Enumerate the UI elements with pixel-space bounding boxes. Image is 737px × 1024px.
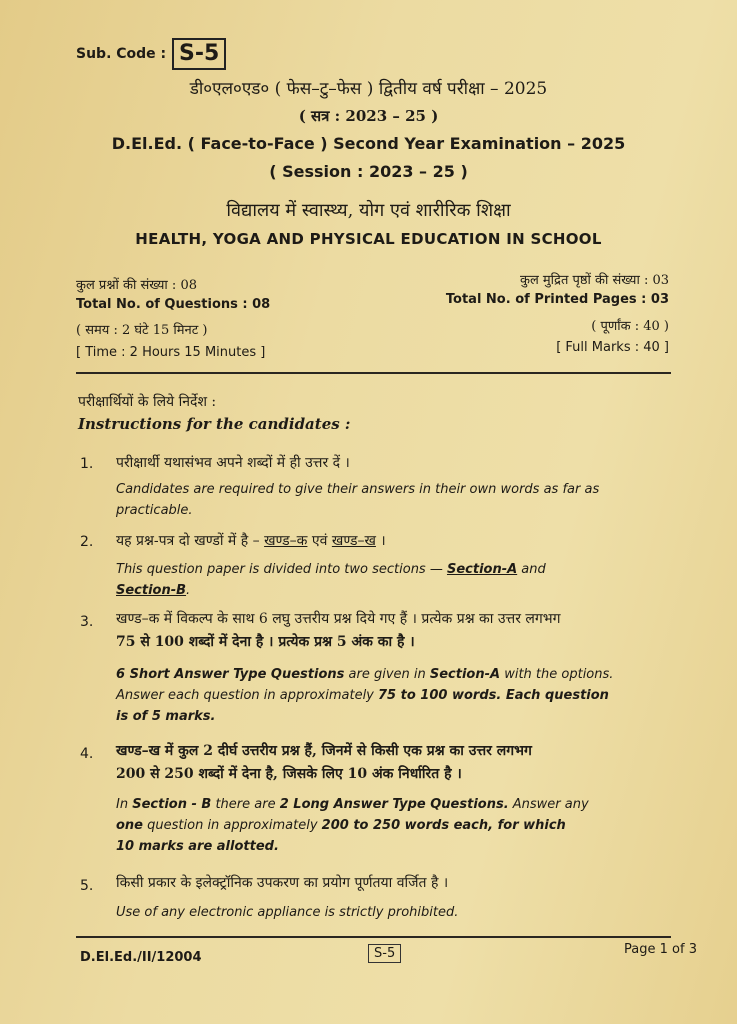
- title-hindi: डी०एल०एड० ( फेस–टु–फेस ) द्वितीय वर्ष परीक्षा – 2025: [189, 79, 548, 99]
- instruction-number: 4.: [80, 746, 94, 762]
- instruction-hindi: [116, 740, 691, 786]
- text-run: question in approximately: [143, 818, 322, 833]
- questions-count-english: Total No. of Questions : 08: [76, 297, 271, 312]
- instructions-heading-english: Instructions for the candidates :: [78, 415, 351, 433]
- text-run: is of 5 marks.: [116, 709, 216, 724]
- text-run: .: [186, 583, 191, 598]
- session-hindi: ( सत्र : 2023 – 25 ): [298, 107, 439, 125]
- instruction-english: [116, 559, 691, 601]
- instruction-hindi: परीक्षार्थी यथासंभव अपने शब्दों में ही उत्तर दें ।: [116, 455, 350, 471]
- text-run: are given in: [344, 667, 430, 682]
- sub-code-label: Sub. Code :: [76, 46, 167, 62]
- instruction-english: Use of any electronic appliance is strictly prohibited.: [116, 905, 459, 920]
- footer-page-number: Page 1 of 3: [624, 942, 697, 957]
- instruction-english: [116, 479, 691, 521]
- text-run: यह प्रश्न-पत्र दो खण्डों में है –: [116, 533, 265, 549]
- text-run: एवं: [307, 533, 332, 549]
- instruction-number: 3.: [80, 614, 94, 630]
- instruction-number: 1.: [80, 456, 94, 472]
- text-run: 6 Short Answer Type Questions: [116, 667, 345, 682]
- time-english: [ Time : 2 Hours 15 Minutes ]: [76, 345, 266, 360]
- instruction-english-line: practicable.: [116, 503, 193, 518]
- section-b-hindi: खण्ड–ख: [331, 533, 376, 549]
- text-run: 75 to 100 words. Each question: [378, 688, 609, 703]
- text-run: Answer each question in approximately: [116, 688, 379, 703]
- text-run: Answer any: [508, 797, 589, 812]
- text-run: 2 Long Answer Type Questions.: [279, 797, 509, 812]
- instruction-number: 5.: [80, 878, 94, 894]
- text-run: one: [116, 818, 144, 833]
- instruction-hindi-line: खण्ड–क में विकल्प के साथ 6 लघु उत्तरीय प्रश्न दिये गए हैं । प्रत्येक प्रश्न का उत्तर लगभग: [116, 611, 561, 627]
- pages-count-hindi: कुल मुद्रित पृष्ठों की संख्या : 03: [519, 273, 669, 288]
- footer-divider: [76, 936, 671, 938]
- text-run: 200 to 250 words each, for which: [321, 818, 566, 833]
- session-english: ( Session : 2023 – 25 ): [269, 162, 468, 181]
- subject-english: HEALTH, YOGA AND PHYSICAL EDUCATION IN SCHOOL: [135, 230, 602, 248]
- text-run: This question paper is divided into two sections —: [116, 562, 447, 577]
- instruction-hindi: [116, 608, 691, 654]
- footer-sub-code-box: S-5: [368, 944, 401, 963]
- instruction-hindi-line: 200 से 250 शब्दों में देना है, जिसके लिए 10 अंक निर्धारित है ।: [116, 766, 462, 782]
- text-run: Section - B: [132, 797, 212, 812]
- instruction-english-line: Candidates are required to give their answers in their own words as far as: [116, 482, 600, 497]
- text-run: Section-A: [429, 667, 501, 682]
- text-run: In: [116, 797, 133, 812]
- text-run: ।: [375, 533, 386, 549]
- header-divider: [76, 372, 671, 374]
- instruction-hindi: किसी प्रकार के इलेक्ट्रॉनिक उपकरण का प्रयोग पूर्णतया वर्जित है ।: [116, 875, 449, 891]
- footer-paper-code: D.El.Ed./II/12004: [80, 950, 202, 965]
- instruction-hindi: [116, 530, 691, 553]
- instruction-english: [116, 794, 691, 857]
- title-english: D.El.Ed. ( Face-to-Face ) Second Year Examination – 2025: [111, 134, 626, 153]
- text-run: with the options.: [500, 667, 614, 682]
- text-run: there are: [211, 797, 280, 812]
- full-marks-english: [ Full Marks : 40 ]: [556, 340, 669, 355]
- sub-code-box: S-5: [172, 38, 226, 70]
- instruction-english: [116, 664, 691, 727]
- pages-count-english: Total No. of Printed Pages : 03: [445, 292, 669, 307]
- questions-count-hindi: कुल प्रश्नों की संख्या : 08: [76, 278, 197, 293]
- section-b-english: Section-B: [116, 583, 187, 598]
- time-hindi: ( समय : 2 घंटे 15 मिनट ): [76, 323, 208, 338]
- instruction-hindi-line: खण्ड–ख में कुल 2 दीर्घ उत्तरीय प्रश्न हैं, जिनमें से किसी एक प्रश्न का उत्तर लगभग: [116, 743, 532, 759]
- instruction-hindi-line: 75 से 100 शब्दों में देना है । प्रत्येक प्रश्न 5 अंक का है ।: [116, 634, 415, 650]
- text-run: and: [517, 562, 546, 577]
- section-a-english: Section-A: [446, 562, 518, 577]
- instructions-heading-hindi: परीक्षार्थियों के लिये निर्देश :: [78, 394, 217, 410]
- full-marks-hindi: ( पूर्णांक : 40 ): [591, 319, 669, 334]
- subject-hindi: विद्यालय में स्वास्थ्य, योग एवं शारीरिक शिक्षा: [226, 200, 511, 221]
- text-run: 10 marks are allotted.: [116, 839, 279, 854]
- instruction-number: 2.: [80, 534, 94, 550]
- section-a-hindi: खण्ड–क: [264, 533, 308, 549]
